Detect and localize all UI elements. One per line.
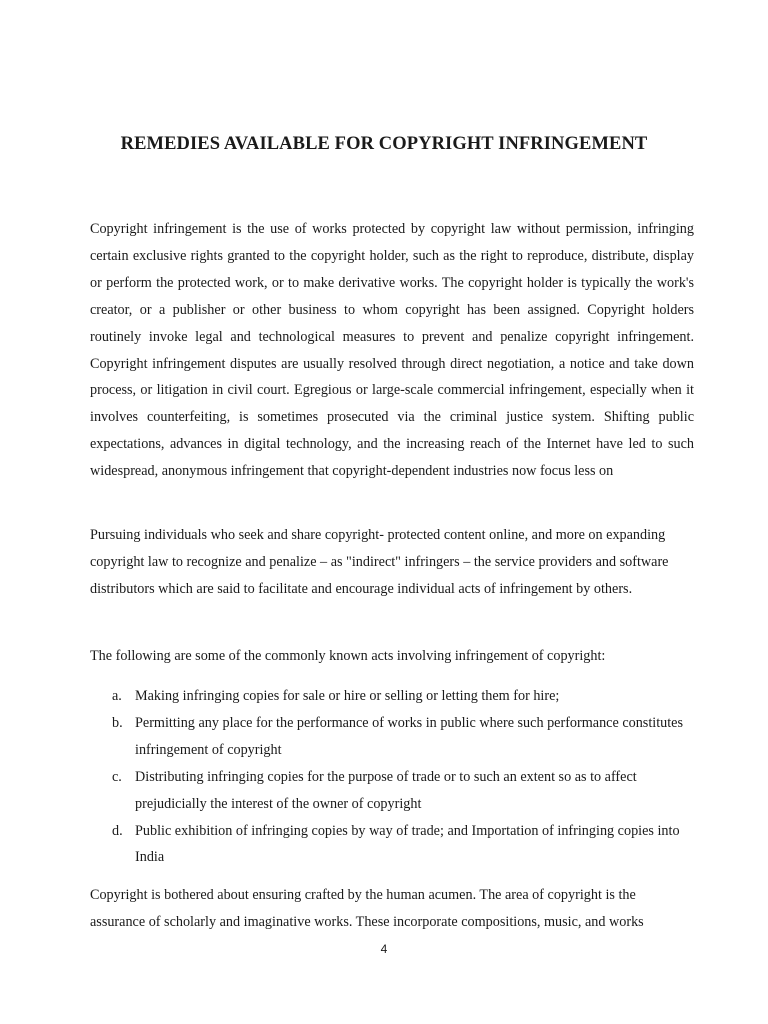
list-item [90, 683, 694, 710]
list-item-text: Permitting any place for the performance of works in public where such performance constitutes infringement of copyright [135, 714, 683, 758]
list-item-text: Distributing infringing copies for the purpose of trade or to such an extent so as to affect prejudicially the interest of the owner of copyright [135, 768, 637, 812]
list-marker: d. [112, 822, 123, 839]
paragraph-intro: Copyright infringement is the use of works protected by copyright law without permission, infringing certain exclusive rights granted to the copyright holder, such as the right to reproduce, distribute, display or perform the protected work, or to make derivative works. The copyright holder is typically the work's creator, or a publisher or other business to whom copyright has been assigned. Copyright holders routinely invoke legal and technological measures to prevent and penalize copyright infringement. Copyright infringement disputes are usually resolved through direct negotiation, a notice and take down process, or litigation in civil court. Egregious or large-scale commercial infringement, especially when it involves counterfeiting, is sometimes prosecuted via the criminal justice system. Shifting public expectations, advances in digital technology, and the increasing reach of the Internet have led to such widespread, anonymous infringement that copyright-dependent industries now focus less on [90, 221, 694, 480]
list-item [90, 764, 694, 818]
page-number: 4 [380, 942, 388, 956]
list-item [90, 710, 694, 764]
list-marker: b. [112, 714, 123, 731]
list-marker: c. [112, 768, 122, 785]
paragraph-pursuing: Pursuing individuals who seek and share copyright- protected content online, and more on expanding copyright law to recognize and penalize – as "indirect" infringers – the service providers and software distributors which are said to facilitate and encourage individual acts of infringement by others. [90, 527, 669, 597]
paragraph-copyright-scope: Copyright is bothered about ensuring crafted by the human acumen. The area of copyright is the assurance of scholarly and imaginative works. These incorporate compositions, music, and works [90, 887, 644, 930]
list-item-text: Making infringing copies for sale or hire or selling or letting them for hire; [135, 688, 560, 704]
list-item-text: Public exhibition of infringing copies by way of trade; and Importation of infringing copies into India [135, 822, 680, 866]
page-title: REMEDIES AVAILABLE FOR COPYRIGHT INFRINGEMENT [120, 134, 648, 154]
infringement-acts-list [90, 683, 694, 871]
paragraph-list-intro: The following are some of the commonly known acts involving infringement of copyright: [90, 648, 606, 664]
list-item [90, 818, 694, 872]
list-marker: a. [112, 688, 122, 704]
